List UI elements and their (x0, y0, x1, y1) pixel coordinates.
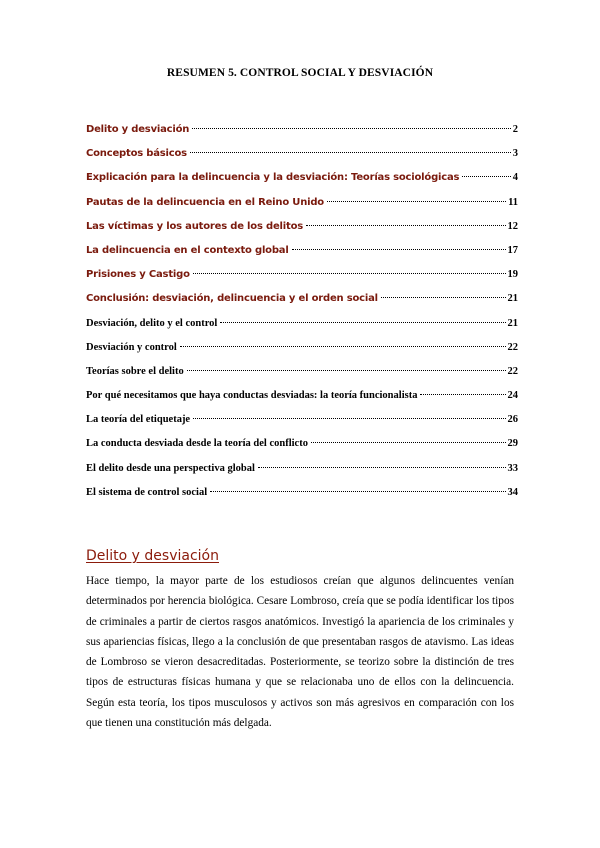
page-title: RESUMEN 5. CONTROL SOCIAL Y DESVIACIÓN (166, 67, 434, 79)
table-of-contents (86, 124, 518, 511)
toc-leader-dots (462, 176, 510, 177)
toc-entry-title: Por qué necesitamos que haya conductas desviadas: la teoría funcionalista (86, 390, 418, 402)
toc-page-number: 4 (512, 172, 518, 184)
toc-leader-dots (210, 491, 505, 492)
toc-page-number: 22 (507, 365, 518, 377)
toc-entry-title: La delincuencia en el contexto global (86, 244, 289, 256)
toc-leader-dots (420, 394, 505, 395)
toc-entry-title: El sistema de control social (86, 486, 208, 498)
toc-entry[interactable] (86, 269, 518, 293)
toc-page-number: 21 (507, 317, 518, 329)
toc-entry[interactable] (86, 390, 518, 414)
toc-entry-title: Prisiones y Castigo (86, 269, 190, 281)
toc-entry[interactable] (86, 318, 518, 342)
toc-entry-title: Desviación, delito y el control (86, 317, 218, 329)
toc-entry[interactable] (86, 342, 518, 366)
toc-leader-dots (258, 467, 506, 468)
section-heading: Delito y desviación (86, 548, 219, 564)
toc-leader-dots (192, 128, 511, 129)
toc-leader-dots (327, 201, 506, 202)
toc-page-number: 3 (512, 148, 518, 160)
toc-leader-dots (220, 322, 505, 323)
toc-entry[interactable] (86, 293, 518, 317)
section-paragraph: Hace tiempo, la mayor parte de los estudiosos creían que algunos delincuentes venían determinados por herencia biológica. Cesare Lombroso, creía que se podía identificar los tipos de criminales a partir de ciertos rasgos anatómicos. Investigó la apariencia de los criminales y sus apariencias físicas, llego a la conclusión de que presentaban rasgos de atavismo. Las ideas de Lombroso se vieron desacreditadas. Posteriormente, se teorizo sobre la distinción de tres tipos de estructuras físicas humana y que se relacionaba uno de ellos con la delincuencia. Según esta teoría, los tipos musculosos y activos son más agresivos en comparación con los que tienen una constitución más delgada. (86, 575, 514, 730)
toc-leader-dots (193, 418, 505, 419)
toc-entry[interactable] (86, 124, 518, 148)
toc-entry-title: Desviación y control (86, 341, 177, 353)
toc-page-number: 11 (508, 196, 518, 208)
toc-leader-dots (311, 442, 506, 443)
toc-entry[interactable] (86, 463, 518, 487)
toc-entry-title: Pautas de la delincuencia en el Reino Unido (86, 196, 324, 208)
toc-entry-title: El delito desde una perspectiva global (86, 462, 255, 474)
toc-leader-dots (190, 152, 511, 153)
toc-entry[interactable] (86, 366, 518, 390)
toc-entry-title: Conceptos básicos (86, 148, 187, 160)
toc-entry[interactable] (86, 245, 518, 269)
toc-leader-dots (292, 249, 506, 250)
toc-entry-title: Explicación para la delincuencia y la desviación: Teorías sociológicas (86, 172, 460, 184)
toc-entry-title: La teoría del etiquetaje (86, 414, 191, 426)
toc-entry-title: La conducta desviada desde la teoría del conflicto (86, 438, 308, 450)
toc-entry[interactable] (86, 221, 518, 245)
toc-page-number: 26 (507, 414, 518, 426)
toc-page-number: 34 (507, 486, 518, 498)
toc-leader-dots (187, 370, 506, 371)
toc-page-number: 12 (507, 220, 518, 232)
toc-entry-title: Teorías sobre el delito (86, 365, 184, 377)
toc-entry[interactable] (86, 148, 518, 172)
toc-page-number: 17 (507, 244, 518, 256)
toc-page-number: 29 (507, 438, 518, 450)
toc-page-number: 33 (507, 462, 518, 474)
toc-leader-dots (381, 297, 506, 298)
toc-entry-title: Delito y desviación (86, 124, 190, 135)
toc-page-number: 19 (507, 269, 518, 281)
toc-entry[interactable] (86, 438, 518, 462)
toc-entry[interactable] (86, 414, 518, 438)
toc-entry[interactable] (86, 487, 518, 511)
toc-page-number: 2 (512, 124, 518, 135)
toc-leader-dots (306, 225, 506, 226)
toc-page-number: 24 (507, 390, 518, 402)
toc-leader-dots (180, 346, 506, 347)
toc-entry-title: Conclusión: desviación, delincuencia y el orden social (86, 293, 378, 305)
toc-entry-title: Las víctimas y los autores de los delitos (86, 220, 303, 232)
toc-page-number: 21 (507, 293, 518, 305)
toc-page-number: 22 (507, 341, 518, 353)
toc-leader-dots (193, 273, 506, 274)
toc-entry[interactable] (86, 172, 518, 196)
toc-entry[interactable] (86, 197, 518, 221)
